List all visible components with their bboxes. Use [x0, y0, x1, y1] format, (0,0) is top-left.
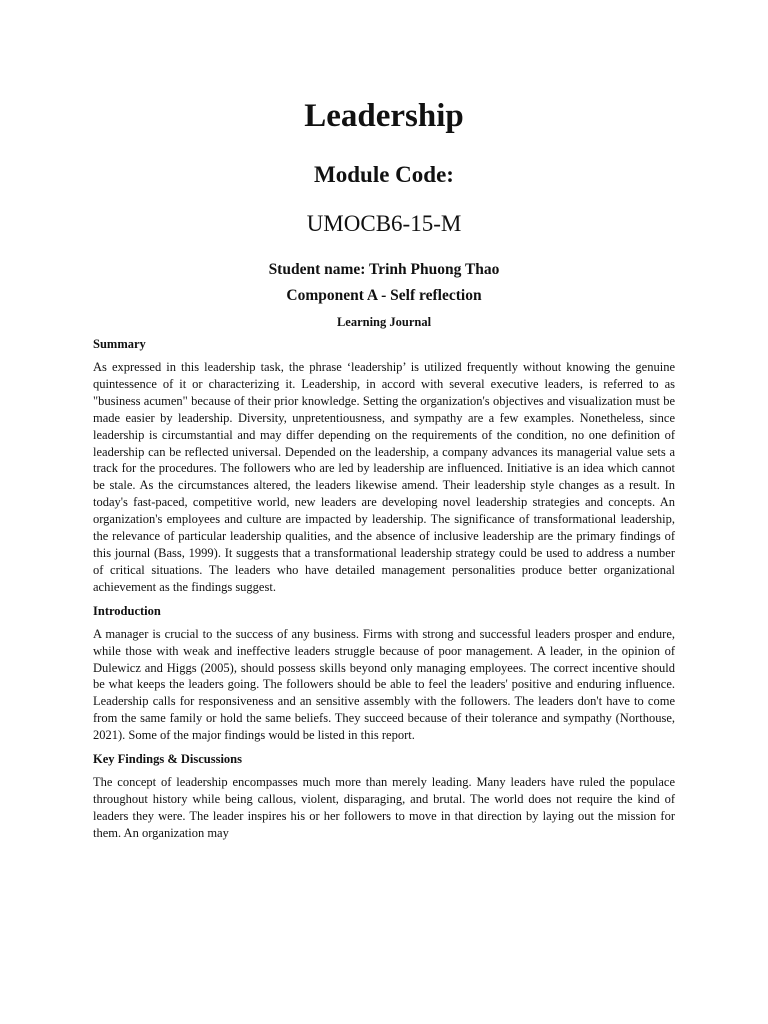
section-summary [93, 336, 675, 596]
section-heading: Summary [93, 337, 146, 351]
section-paragraph: As expressed in this leadership task, the phrase ‘leadership’ is utilized frequently without knowing the genuine quintessence of it or characterizing it. Leadership, in accord with several executive leaders, is referred to as "business acumen" because of their prior knowledge. Setting the organization's objectives and visualization must be made easier by leadership. Diversity, unpretentiousness, and sympathy are a few examples. Nonetheless, since leadership is circumstantial and may differ depending on the requirements of the condition, no one definition of leadership can be reflected universal. Depended on the leadership, a company advances its managerial value sets a track for the procedures. The followers who are led by leadership are influenced. Initiative is an idea which cannot be stale. As the circumstances altered, the leaders likewise amend. Their leadership style changes as a result. In today's fast-paced, competitive world, new leaders are developing novel leadership strategies and concepts. An organization's employees and culture are impacted by leadership. The significance of transformational leadership, the relevance of particular leadership qualities, and the absence of inclusive leadership are the primary findings of this journal (Bass, 1999). It suggests that a transformational leadership strategy could be used to address a number of critical situations. The leaders who have detailed management personalities produce better organizational achievement as the findings suggest. [93, 360, 675, 594]
student-name: Student name: Trinh Phuong Thao [268, 261, 500, 278]
journal-label: Learning Journal [336, 315, 432, 329]
module-code-value: UMOCB6-15-M [306, 211, 462, 236]
section-heading: Introduction [93, 603, 161, 618]
section-key-findings [93, 751, 675, 842]
document-title: Leadership [304, 98, 464, 134]
document-body [93, 336, 675, 849]
section-introduction [93, 603, 675, 744]
section-paragraph: The concept of leadership encompasses much more than merely leading. Many leaders have ruled the populace throughout history while being callous, violent, disparaging, and brutal. The world does not require the kind of leaders they were. The leader inspires his or her followers to move in that direction by laying out the mission for them. An organization may [93, 775, 675, 840]
section-heading: Key Findings & Discussions [93, 752, 242, 767]
component-title: Component A - Self reflection [286, 287, 482, 304]
module-code-label: Module Code: [314, 162, 454, 187]
section-paragraph: A manager is crucial to the success of any business. Firms with strong and successful leaders prosper and endure, while those with weak and ineffective leaders struggle because of poor management. A leader, in the opinion of Dulewicz and Higgs (2005), should possess skills beyond only managing employees. The correct incentive should be what keeps the leaders going. The followers should be able to feel the leaders' positive and enduring influence. Leadership calls for responsiveness and an sensitive assembly with the followers. The leaders don't have to come from the same family or hold the same beliefs. They succeed because of their tolerance and sympathy (Northouse, 2021). Some of the major findings would be listed in this report. [93, 626, 675, 743]
